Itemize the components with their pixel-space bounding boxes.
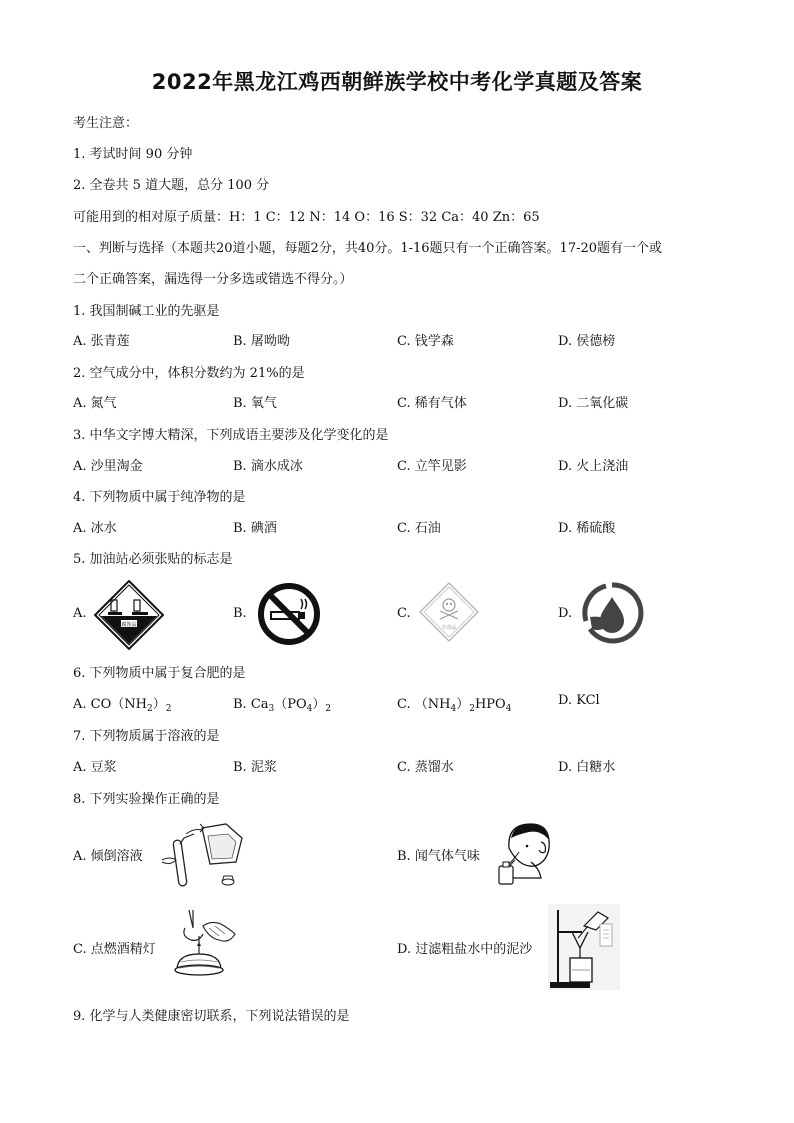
question-6-stem: 6. 下列物质中属于复合肥的是 [73, 666, 246, 681]
question-3-option-a[interactable]: A. 沙里淘金 [73, 459, 143, 474]
question-1-option-b[interactable]: B. 屠呦呦 [233, 334, 290, 349]
question-2-option-a[interactable]: A. 氮气 [73, 396, 117, 411]
question-8-stem: 8. 下列实验操作正确的是 [73, 792, 220, 807]
question-8-option-d[interactable]: D. 过滤粗盐水中的泥沙 [397, 942, 533, 957]
toxic-sign-icon[interactable] [418, 581, 480, 643]
page-title: 2022年黑龙江鸡西朝鲜族学校中考化学真题及答案 [151, 70, 643, 94]
question-5-option-b[interactable]: B. [233, 606, 247, 621]
question-6-option-c[interactable] [397, 693, 511, 714]
question-4-option-b[interactable]: B. 碘酒 [233, 521, 277, 536]
question-5-option-c[interactable]: C. [397, 606, 411, 621]
question-6-option-b-end: ） [312, 697, 326, 712]
question-1-option-d[interactable]: D. 侯德榜 [558, 334, 616, 349]
question-5-option-a[interactable]: A. [73, 606, 87, 621]
section-heading-line-2: 二个正确答案，漏选得一分多选或错选不得分。） [73, 272, 353, 287]
alcohol-lamp-illustration [163, 906, 239, 986]
question-4-option-a[interactable]: A. 冰水 [73, 521, 117, 536]
smelling-gas-illustration [495, 816, 555, 886]
question-6-option-b-sub3: 2 [325, 704, 332, 714]
question-3-option-c[interactable]: C. 立竿见影 [397, 459, 467, 474]
pouring-liquid-illustration [152, 820, 250, 892]
question-5-stem: 5. 加油站必须张贴的标志是 [73, 552, 233, 567]
question-7-option-d[interactable]: D. 白糖水 [558, 760, 616, 775]
question-8-option-c[interactable]: C. 点燃酒精灯 [73, 942, 156, 957]
question-9-stem: 9. 化学与人类健康密切联系，下列说法错误的是 [73, 1009, 350, 1024]
question-6-option-a-sub2: 2 [165, 704, 172, 714]
question-3-stem: 3. 中华文字博大精深，下列成语主要涉及化学变化的是 [73, 428, 389, 443]
question-6-option-c-mid: ） [456, 697, 470, 712]
corrosive-sign-text: 腐蚀品 [121, 622, 137, 628]
question-6-option-a-prefix: A. CO（NH [73, 697, 147, 712]
question-7-option-a[interactable]: A. 豆浆 [73, 760, 117, 775]
question-1-stem: 1. 我国制碱工业的先驱是 [73, 304, 220, 319]
question-1-option-c[interactable]: C. 钱学森 [397, 334, 454, 349]
question-5-option-d[interactable]: D. [558, 606, 573, 621]
question-6-option-a[interactable] [73, 693, 171, 714]
water-saving-sign-icon[interactable] [580, 581, 644, 645]
question-4-option-c[interactable]: C. 石油 [397, 521, 441, 536]
question-6-option-c-prefix: C. （NH [397, 697, 451, 712]
question-8-option-b[interactable]: B. 闻气体气味 [397, 849, 480, 864]
question-2-option-d[interactable]: D. 二氧化碳 [558, 396, 629, 411]
question-1-option-a[interactable]: A. 张青莲 [73, 334, 130, 349]
question-6-option-b[interactable] [233, 693, 331, 714]
question-6-option-c-sub2: 2 [469, 704, 475, 714]
question-3-option-b[interactable]: B. 滴水成冰 [233, 459, 303, 474]
question-2-option-c[interactable]: C. 稀有气体 [397, 396, 467, 411]
question-7-option-b[interactable]: B. 泥浆 [233, 760, 277, 775]
question-6-option-c-sub1: 4 [450, 704, 457, 714]
corrosive-sign-icon[interactable] [94, 580, 164, 650]
question-6-option-b-sub2: 4 [306, 704, 313, 714]
question-6-option-c-sub3: 4 [505, 704, 512, 714]
question-4-option-d[interactable]: D. 稀硫酸 [558, 521, 616, 536]
notice-heading: 考生注意： [73, 116, 139, 131]
question-6-option-a-sub1: 2 [146, 704, 153, 714]
question-8-option-a[interactable]: A. 倾倒溶液 [73, 849, 143, 864]
question-2-stem: 2. 空气成分中，体积分数约为 21%的是 [73, 366, 305, 381]
question-2-option-b[interactable]: B. 氧气 [233, 396, 277, 411]
notice-item-2: 2. 全卷共 5 道大题，总分 100 分 [73, 178, 270, 193]
no-smoking-sign-icon[interactable] [257, 582, 321, 646]
question-7-option-c[interactable]: C. 蒸馏水 [397, 760, 454, 775]
filtration-illustration [548, 904, 620, 990]
atomic-mass-line: 可能用到的相对原子质量：H：1 C：12 N：14 O：16 S：32 Ca：40 Zn：65 [73, 210, 540, 225]
question-3-option-d[interactable]: D. 火上浇油 [558, 459, 629, 474]
question-6-option-b-prefix: B. Ca [233, 697, 269, 712]
notice-item-1: 1. 考试时间 90 分钟 [73, 147, 193, 162]
question-6-option-c-end: HPO [474, 697, 506, 712]
toxic-sign-text: 有毒品 [441, 625, 457, 631]
question-6-option-a-mid: ） [152, 697, 166, 712]
section-heading-line-1: 一、判断与选择（本题共20道小题，每题2分，共40分。1-16题只有一个正确答案。17-20题有一个或 [73, 241, 663, 256]
question-6-option-b-mid: （PO [274, 697, 307, 712]
question-4-stem: 4. 下列物质中属于纯净物的是 [73, 490, 246, 505]
question-6-option-d[interactable]: D. KCl [558, 693, 600, 708]
question-6-option-b-sub1: 3 [268, 704, 275, 714]
question-7-stem: 7. 下列物质属于溶液的是 [73, 729, 220, 744]
